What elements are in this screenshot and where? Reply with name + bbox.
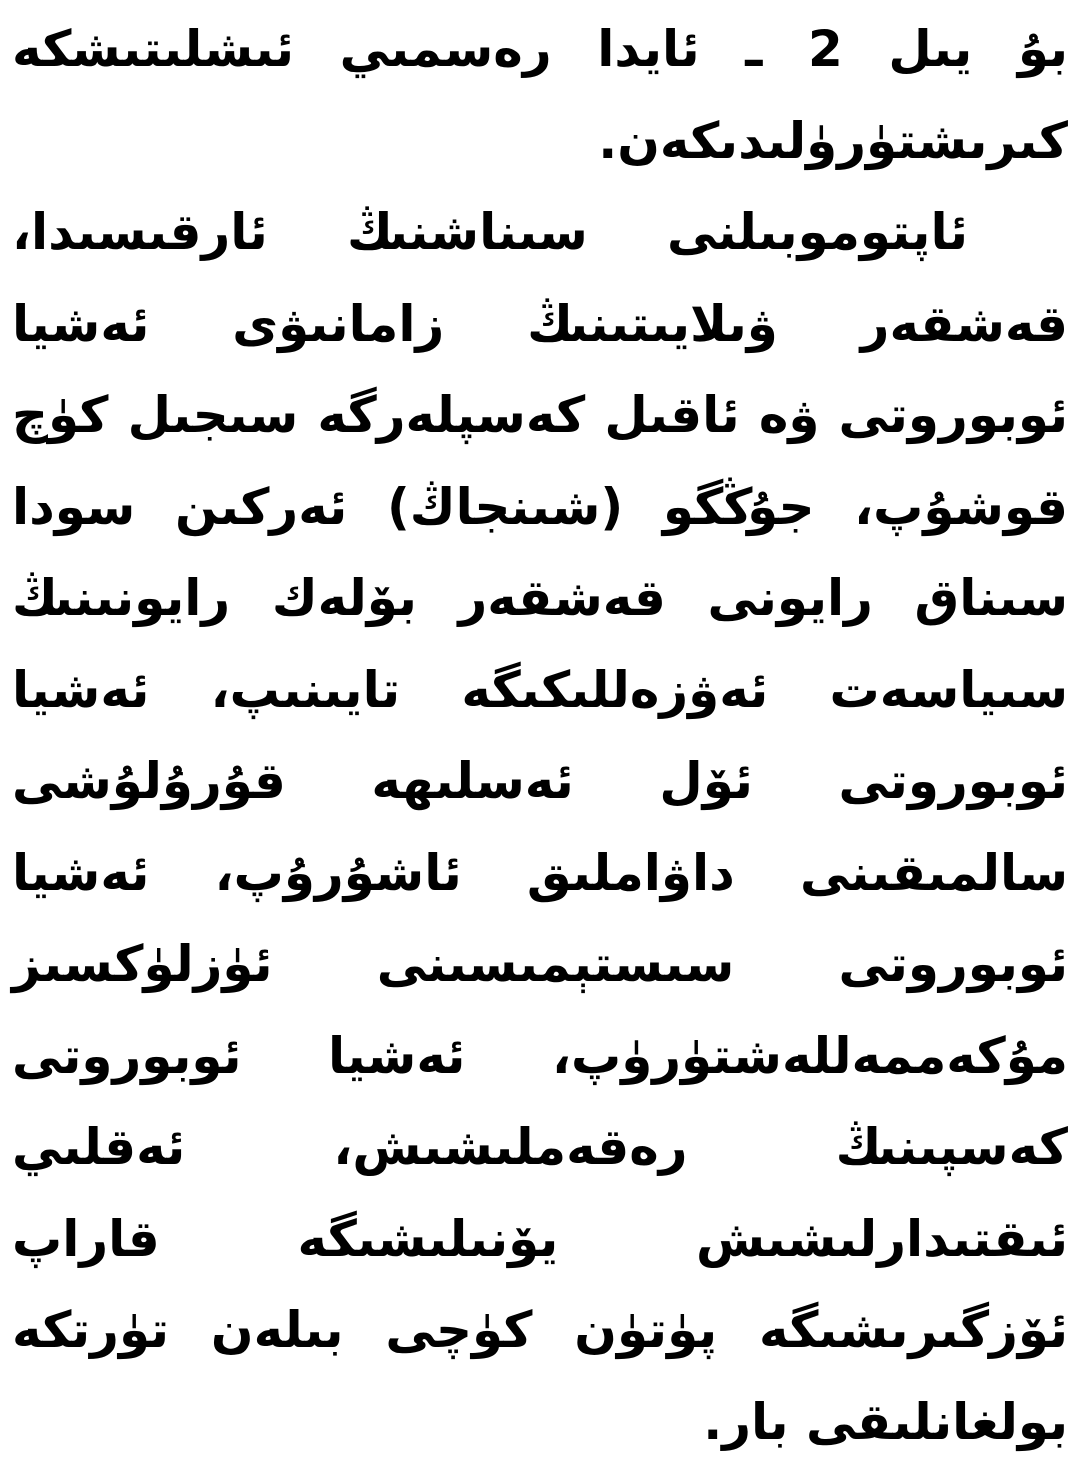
paragraph-intro: بۇ يىل 2 ـ ئايدا رەسمىي ئىشلىتىشكە كىرىشتۈرۈلىدىكەن. [12, 20, 1068, 170]
paragraph-body: ئاپتوموبىلنى سىناشنىڭ ئارقىسىدا، قەشقەر ۋىلايىتىنىڭ زامانىۋى ئەشيا ئوبوروتى ۋە ئاقىل كەسپلەرگە سىجىل كۈچ قوشۇپ، جۇڭگو (شىنجاڭ) ئەركىن سودا سىناق رايونى قەشقەر بۆلەك رايونىنىڭ سىياسەت ئەۋزەللىكىگە تايىنىپ، ئەشيا ئوبوروتى ئۆل ئەسلىھە قۇرۇلۇشى سالمىقىنى داۋاملىق ئاشۇرۇپ، ئەشيا ئوبوروتى سىستېمىسىنى ئۈزلۈكسىز مۇكەممەللەشتۈرۈپ، ئەشيا ئوبوروتى كەسپىنىڭ رەقەملىشىش، ئەقلىي ئىقتىدارلىشىش يۆنىلىشىگە قاراپ ئۆزگىرىشىگە پۈتۈن كۈچى بىلەن تۈرتكە بولغانلىقى بار. [12, 203, 1068, 1451]
